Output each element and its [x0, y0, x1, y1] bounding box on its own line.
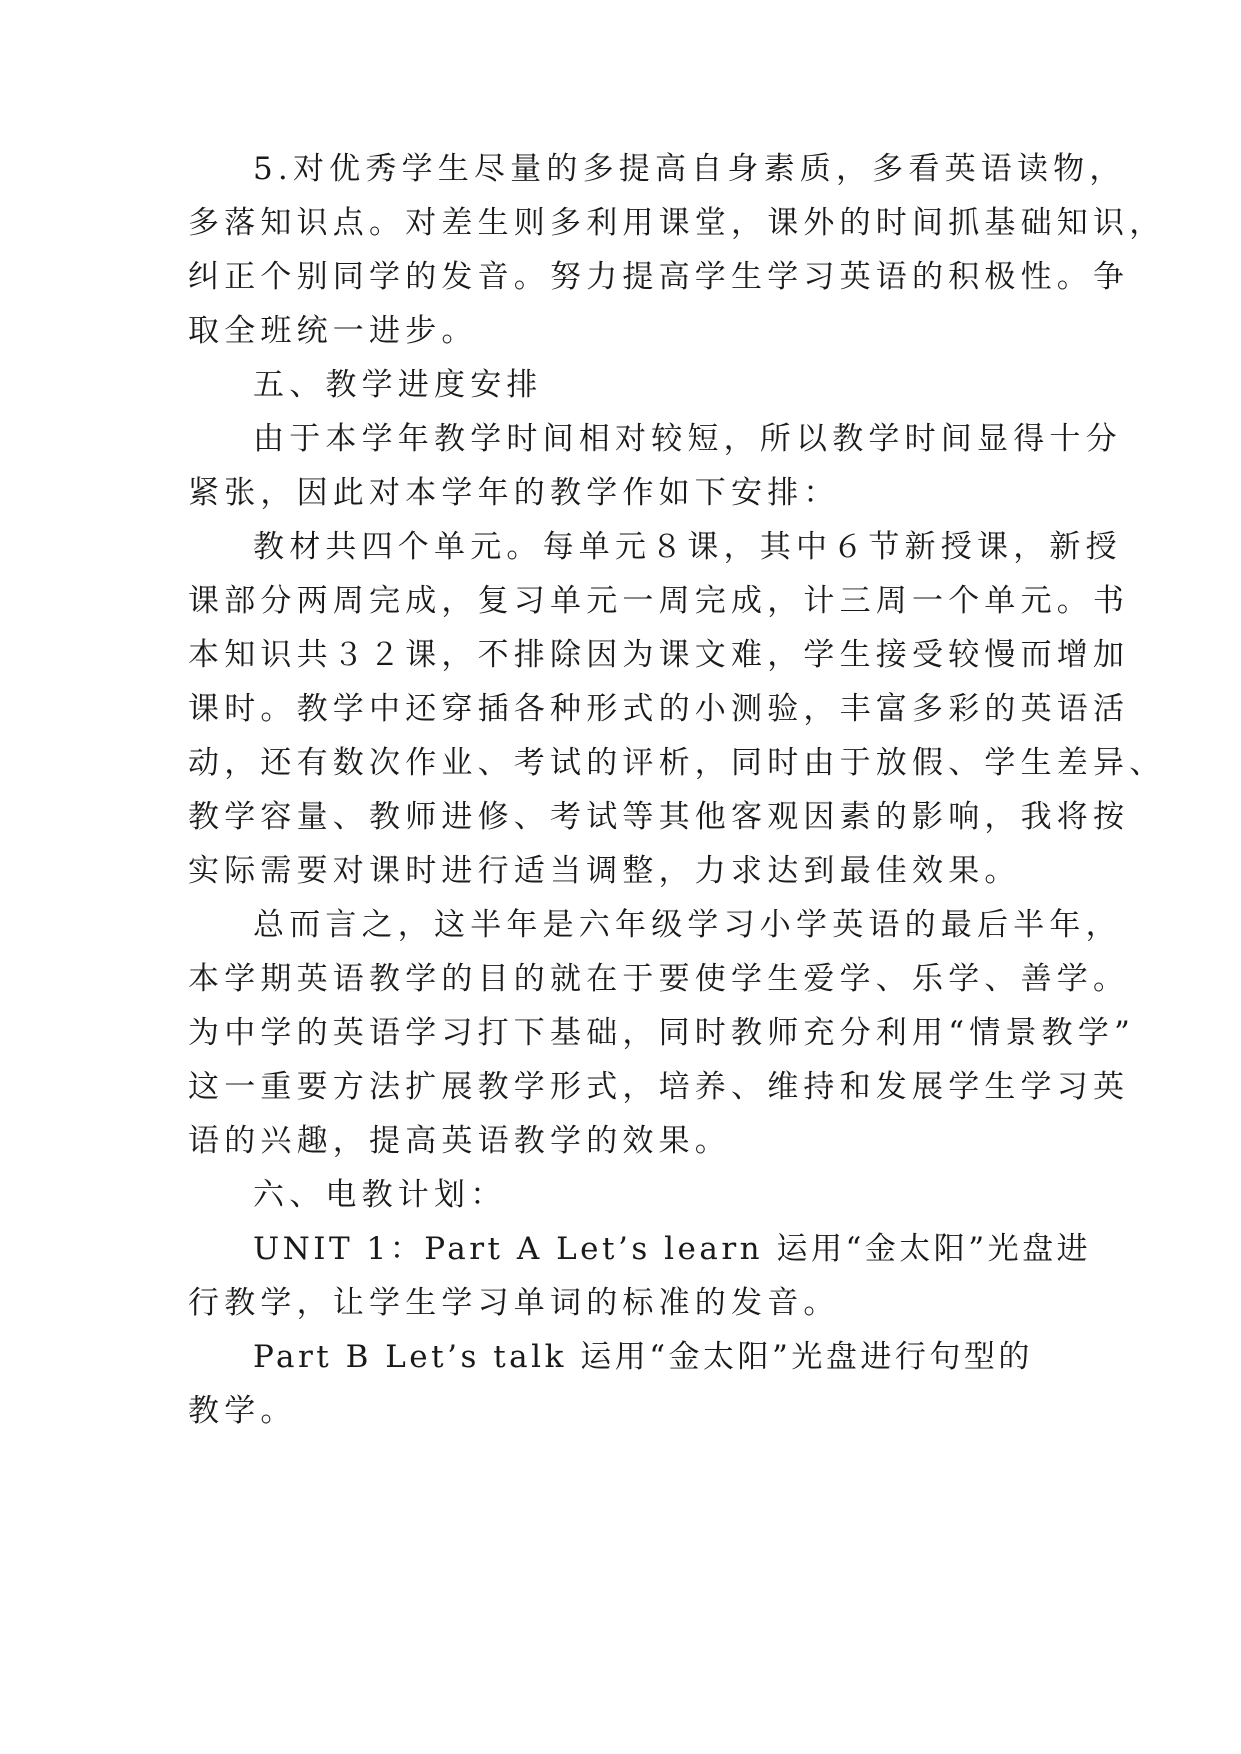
paragraph-line: 由于本学年教学时间相对较短，所以教学时间显得十分 [253, 421, 1122, 457]
section-heading: 六、电教计划： [253, 1177, 507, 1213]
paragraph-line: 课部分两周完成，复习单元一周完成，计三周一个单元。书 [188, 583, 1130, 619]
paragraph-line: Part B Let’s talk 运用“金太阳”光盘进行句型的 [253, 1339, 1033, 1375]
paragraph-line: 纠正个别同学的发音。努力提高学生学习英语的积极性。争 [188, 259, 1130, 295]
paragraph-line: 5.对优秀学生尽量的多提高自身素质，多看英语读物， [253, 151, 1126, 187]
paragraph-line: 总而言之，这半年是六年级学习小学英语的最后半年， [253, 907, 1122, 943]
paragraph-line: 本学期英语教学的目的就在于要使学生爱学、乐学、善学。 [188, 961, 1130, 997]
paragraph-line: 为中学的英语学习打下基础，同时教师充分利用“情景教学” [188, 1015, 1136, 1051]
section-heading: 五、教学进度安排 [253, 367, 543, 403]
paragraph-line: 本知识共３２课，不排除因为课文难，学生接受较慢而增加 [188, 637, 1130, 673]
paragraph-line: 动，还有数次作业、考试的评析，同时由于放假、学生差异、 [188, 745, 1166, 781]
paragraph-line: 行教学，让学生学习单词的标准的发音。 [188, 1285, 840, 1321]
paragraph-line: 多落知识点。对差生则多利用课堂，课外的时间抓基础知识， [188, 205, 1166, 241]
paragraph-line: UNIT 1：Part A Let’s learn 运用“金太阳”光盘进 [253, 1231, 1092, 1267]
paragraph-line: 这一重要方法扩展教学形式，培养、维持和发展学生学习英 [188, 1069, 1130, 1105]
paragraph-line: 语的兴趣，提高英语教学的效果。 [188, 1123, 731, 1159]
paragraph-line: 课时。教学中还穿插各种形式的小测验，丰富多彩的英语活 [188, 691, 1130, 727]
paragraph-line: 教学容量、教师进修、考试等其他客观因素的影响，我将按 [188, 799, 1130, 835]
paragraph-line: 教材共四个单元。每单元８课，其中６节新授课，新授 [253, 529, 1122, 565]
paragraph-line: 紧张，因此对本学年的教学作如下安排： [188, 475, 840, 511]
paragraph-line: 取全班统一进步。 [188, 313, 478, 349]
paragraph-line: 教学。 [188, 1393, 297, 1429]
paragraph-line: 实际需要对课时进行适当调整，力求达到最佳效果。 [188, 853, 1021, 889]
